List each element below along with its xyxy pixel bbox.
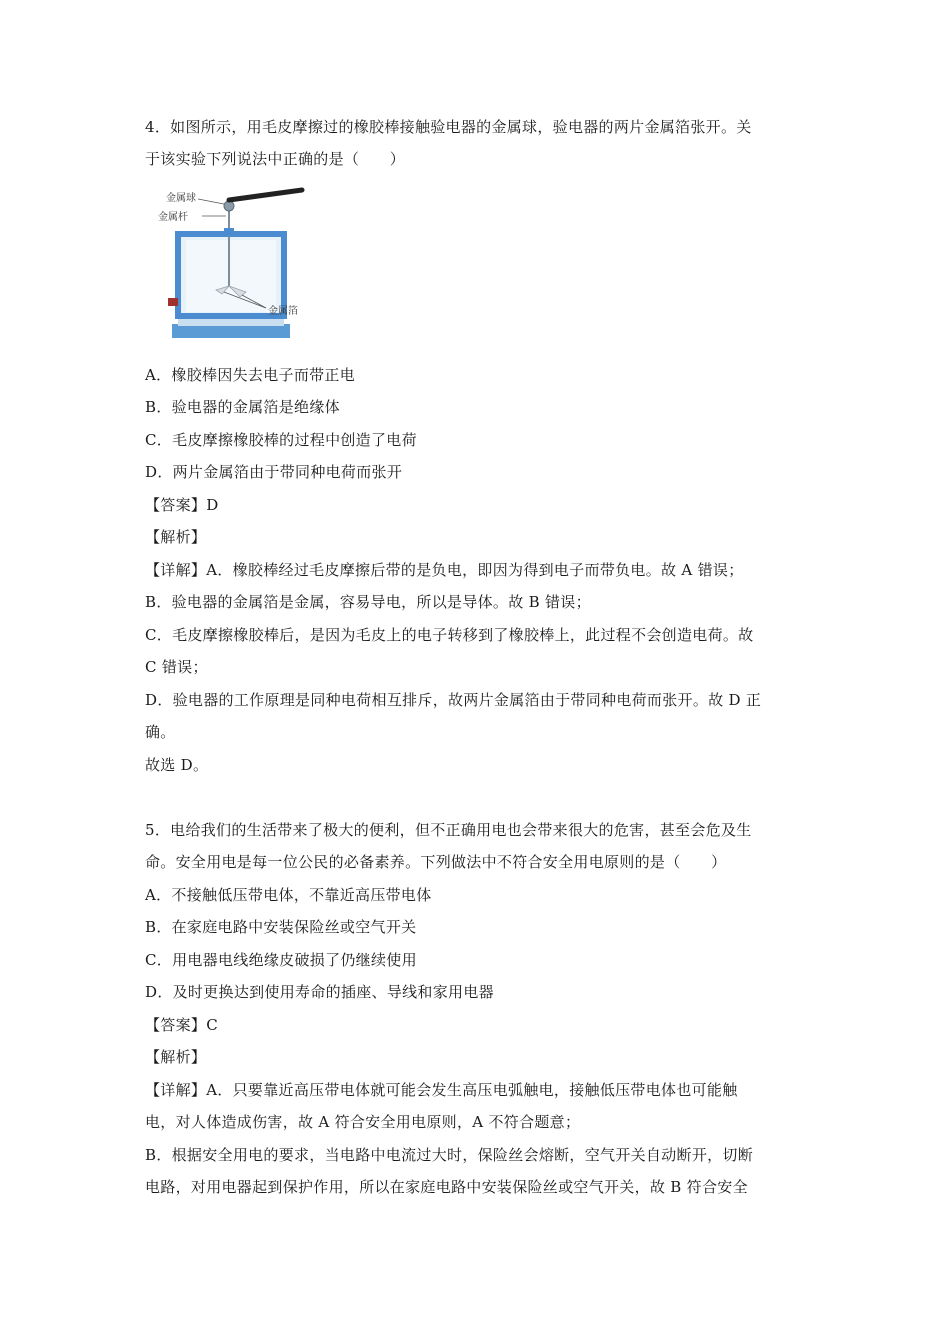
q5-analysis-heading: 【解析】 <box>145 1048 207 1066</box>
label-metal-ball: 金属球 <box>166 193 196 204</box>
q4-stem-line-2: 于该实验下列说法中正确的是（ ） <box>145 150 406 168</box>
q5-detail-line-1: 【详解】A．只要靠近高压带电体就可能会发生高压电弧触电，接触低压带电体也可能触 <box>145 1081 738 1099</box>
electroscope-figure <box>152 186 312 348</box>
q5-detail-line-4: 电路，对用电器起到保护作用，所以在家庭电路中安装保险丝或空气开关，故 B 符合安全 <box>145 1178 748 1196</box>
q4-analysis-heading: 【解析】 <box>145 528 207 546</box>
label-metal-rod: 金属杆 <box>158 212 188 223</box>
q4-answer: 【答案】D <box>145 496 219 514</box>
electroscope-illustration <box>152 186 312 348</box>
q4-detail-line-6: 确。 <box>145 723 176 741</box>
side-knob <box>168 298 178 306</box>
electroscope-base <box>172 324 290 338</box>
ball-leader-line <box>198 199 224 204</box>
q4-stem-line-1: 4．如图所示，用毛皮摩擦过的橡胶棒接触验电器的金属球，验电器的两片金属箔张开。关 <box>145 118 752 136</box>
q5-option-b: B．在家庭电路中安装保险丝或空气开关 <box>145 918 417 936</box>
label-metal-foil: 金属箔 <box>268 306 298 317</box>
q4-detail-line-7: 故选 D。 <box>145 756 209 774</box>
q5-option-a: A．不接触低压带电体，不靠近高压带电体 <box>145 886 432 904</box>
electroscope-glass <box>186 240 276 312</box>
q4-option-d: D．两片金属箔由于带同种电荷而张开 <box>145 463 403 481</box>
q4-option-a: A．橡胶棒因失去电子而带正电 <box>145 366 356 384</box>
q5-option-c: C．用电器电线绝缘皮破损了仍继续使用 <box>145 951 417 969</box>
rubber-rod <box>229 190 302 200</box>
q5-stem-line-1: 5．电给我们的生活带来了极大的便利，但不正确用电也会带来很大的危害，甚至会危及生 <box>145 821 752 839</box>
q4-detail-line-2: B．验电器的金属箔是金属，容易导电，所以是导体。故 B 错误； <box>145 593 591 611</box>
q4-detail-line-1: 【详解】A．橡胶棒经过毛皮摩擦后带的是负电，即因为得到电子而带负电。故 A 错误； <box>145 561 744 579</box>
q5-answer: 【答案】C <box>145 1016 218 1034</box>
q5-option-d: D．及时更换达到使用寿命的插座、导线和家用电器 <box>145 983 494 1001</box>
q5-detail-line-3: B．根据安全用电的要求，当电路中电流过大时，保险丝会熔断，空气开关自动断开，切断 <box>145 1146 754 1164</box>
q4-option-b: B．验电器的金属箔是绝缘体 <box>145 398 340 416</box>
q5-detail-line-2: 电，对人体造成伤害，故 A 符合安全用电原则，A 不符合题意； <box>145 1113 581 1131</box>
rod-stopper <box>224 228 234 236</box>
q4-detail-line-5: D．验电器的工作原理是同种电荷相互排斥，故两片金属箔由于带同种电荷而张开。故 D 正 <box>145 691 762 709</box>
q5-stem-line-2: 命。安全用电是每一位公民的必备素养。下列做法中不符合安全用电原则的是（ ） <box>145 853 727 871</box>
q4-detail-line-4: C 错误； <box>145 658 208 676</box>
q4-option-c: C．毛皮摩擦橡胶棒的过程中创造了电荷 <box>145 431 417 449</box>
q4-detail-line-3: C．毛皮摩擦橡胶棒后，是因为毛皮上的电子转移到了橡胶棒上，此过程不会创造电荷。故 <box>145 626 754 644</box>
metal-ball <box>224 201 234 211</box>
